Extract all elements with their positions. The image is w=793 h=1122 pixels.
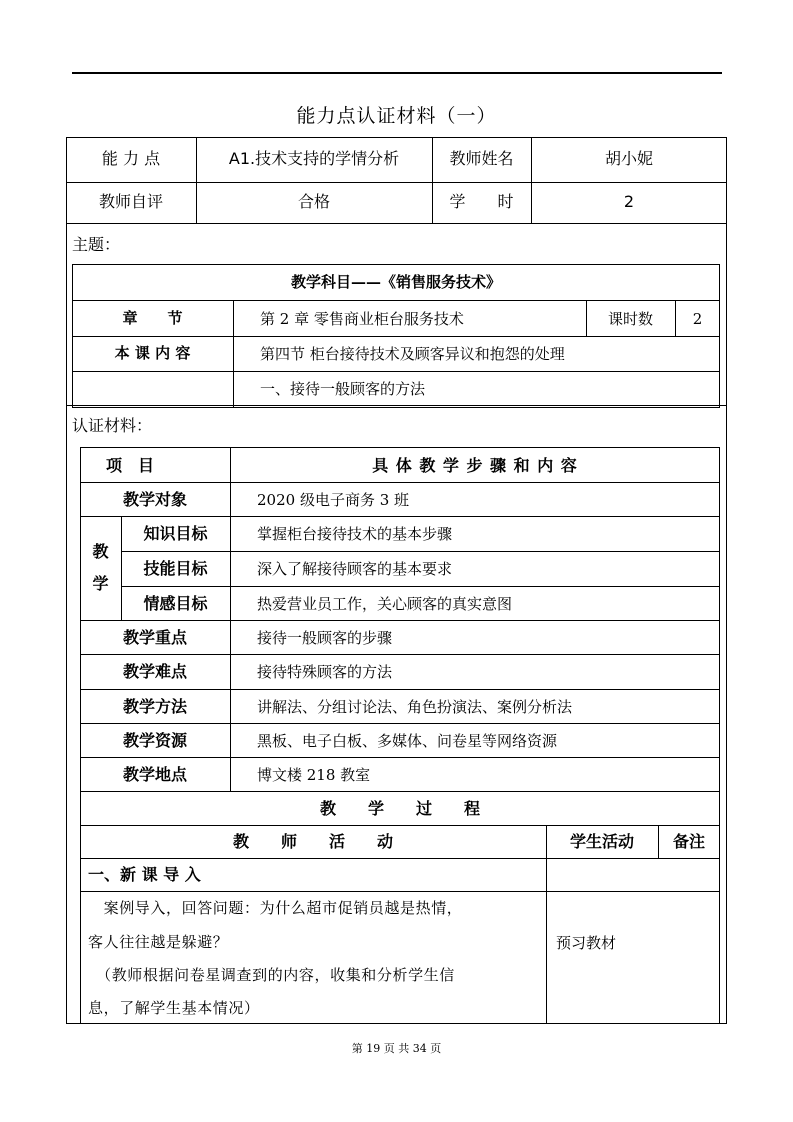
- content-value-2: 一、接待一般顾客的方法: [260, 380, 426, 398]
- para-2-line-1: （教师根据问卷星调查到的内容，收集和分析学生信: [88, 966, 455, 984]
- grid-line: [66, 223, 727, 224]
- grid-line: [66, 405, 727, 406]
- grid-line: [80, 757, 720, 758]
- grid-line: [80, 654, 720, 655]
- self-eval-label: 教师自评: [98, 192, 163, 211]
- page-title: 能力点认证材料（一）: [296, 105, 497, 127]
- row-label-resource: 教学资源: [122, 731, 187, 750]
- row-value-resource: 黑板、电子白板、多媒体、问卷星等网络资源: [257, 732, 558, 750]
- subject-title: 教学科目——《销售服务技术》: [290, 273, 501, 291]
- row-value-method: 讲解法、分组讨论法、角色扮演法、案例分析法: [257, 698, 573, 716]
- row-value-difficulty: 接待特殊顾客的方法: [257, 663, 393, 681]
- grid-line: [531, 137, 532, 223]
- ability-value: A1.技术支持的学情分析: [228, 149, 400, 168]
- para-1-line-1: 案例导入，回答问题：为什么超市促销员越是热情，: [88, 899, 463, 917]
- grid-line: [80, 620, 720, 621]
- para-2-line-2: 息，了解学生基本情况）: [88, 999, 260, 1017]
- cert-label: 认证材料：: [72, 416, 153, 435]
- grid-line: [233, 300, 234, 408]
- row-label-key-point: 教学重点: [122, 628, 187, 647]
- content-value-1: 第四节 柜台接待技术及顾客异议和抱怨的处理: [260, 345, 565, 363]
- row-value-skill: 深入了解接待顾客的基本要求: [257, 560, 453, 578]
- theme-label: 主题：: [72, 235, 121, 254]
- grid-line: [66, 182, 727, 183]
- teacher-activity-header: 教 师 活 动: [232, 832, 393, 851]
- grid-line: [121, 551, 720, 552]
- row-value-emotion: 热爱营业员工作，关心顾客的真实意图: [257, 595, 513, 613]
- col-content-header: 具 体 教 学 步 骤 和 内 容: [372, 456, 578, 475]
- grid-line: [80, 825, 720, 826]
- chapter-value: 第 2 章 零售商业柜台服务技术: [260, 310, 464, 328]
- grid-line: [72, 336, 720, 337]
- grid-line: [80, 689, 720, 690]
- header-rule: [72, 72, 722, 74]
- remarks-header: 备注: [672, 832, 705, 851]
- row-label-knowledge: 知识目标: [143, 524, 208, 543]
- grid-line: [80, 791, 720, 792]
- grid-line: [196, 137, 197, 223]
- grid-line: [80, 858, 720, 859]
- self-eval-value: 合格: [297, 192, 330, 211]
- row-value-knowledge: 掌握柜台接待技术的基本步骤: [257, 525, 453, 543]
- grid-line: [80, 482, 720, 483]
- grid-line: [80, 723, 720, 724]
- row-value-location: 博文楼 218 教室: [257, 766, 371, 784]
- grid-line: [80, 516, 720, 517]
- page-footer: 第 19 页 共 34 页: [351, 1042, 442, 1055]
- ability-label: 能 力 点: [101, 149, 161, 168]
- chapter-label: 章 节: [122, 309, 183, 327]
- teacher-name-label: 教师姓名: [449, 149, 514, 168]
- grid-line: [80, 891, 720, 892]
- student-activity-header: 学生活动: [569, 832, 634, 851]
- grid-line: [432, 137, 433, 223]
- row-label-method: 教学方法: [122, 697, 187, 716]
- periods-label: 课时数: [607, 310, 653, 328]
- teacher-name-value: 胡小妮: [604, 149, 653, 168]
- row-value-target: 2020 级电子商务 3 班: [257, 491, 410, 509]
- hours-label: 学 时: [449, 192, 514, 211]
- para-1-line-2: 客人往往越是躲避？: [88, 933, 229, 951]
- goal-group-char-2: 学: [92, 574, 109, 593]
- grid-line: [72, 371, 720, 372]
- grid-line: [72, 300, 720, 301]
- content-label: 本 课 内 容: [114, 344, 191, 362]
- grid-line: [230, 447, 231, 791]
- col-item-header: 项 目: [105, 456, 154, 475]
- grid-line: [121, 586, 720, 587]
- row-label-emotion: 情感目标: [143, 594, 208, 613]
- grid-line: [546, 825, 547, 1024]
- row-label-target: 教学对象: [122, 490, 187, 509]
- row-label-location: 教学地点: [122, 765, 187, 784]
- row-value-key-point: 接待一般顾客的步骤: [257, 629, 393, 647]
- periods-value: 2: [692, 310, 703, 328]
- row-label-difficulty: 教学难点: [122, 662, 187, 681]
- row-label-skill: 技能目标: [143, 559, 208, 578]
- student-action: 预习教材: [556, 934, 617, 952]
- process-title: 教 学 过 程: [319, 799, 480, 818]
- hours-value: 2: [623, 192, 635, 211]
- section-heading: 一、新 课 导 入: [88, 865, 201, 884]
- goal-group-char-1: 教: [92, 542, 109, 561]
